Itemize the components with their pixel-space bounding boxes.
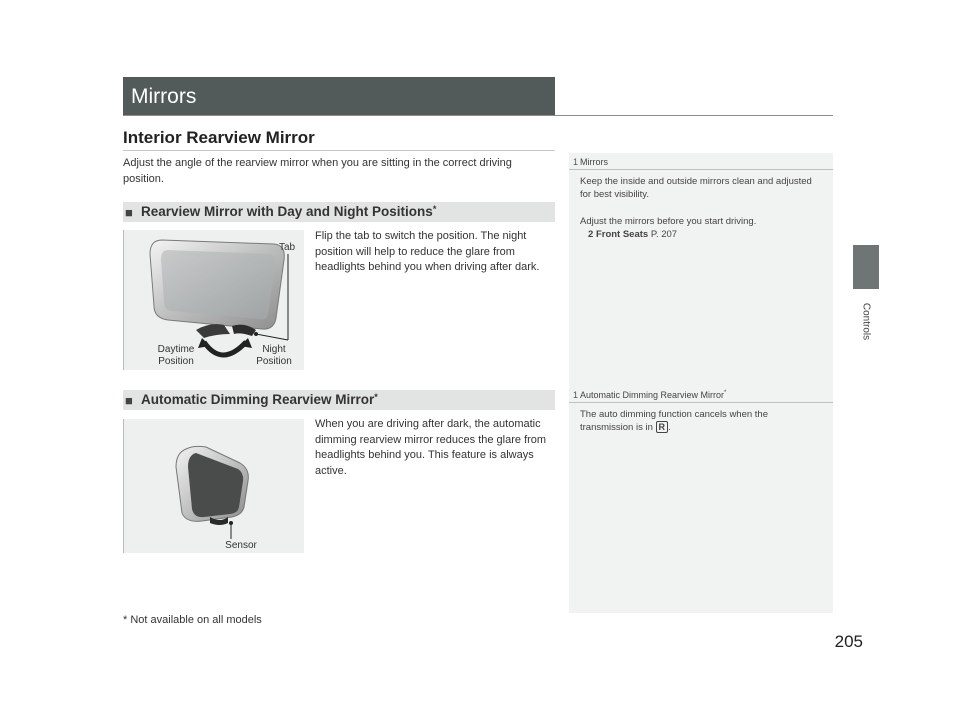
reverse-gear-key-icon: R <box>656 421 669 433</box>
note-header-auto-dimming <box>569 388 833 403</box>
chapter-title: Mirrors <box>131 85 197 108</box>
note-title: Automatic Dimming Rearview Mirror <box>580 390 725 400</box>
square-bullet-icon: ■ <box>125 205 133 220</box>
subsection-header-auto-dimming <box>123 390 555 410</box>
page-number: 205 <box>834 632 863 651</box>
intro-paragraph: Adjust the angle of the rearview mirror when you are sitting in the correct driving position. <box>123 157 512 185</box>
chapter-title-bar <box>123 77 555 115</box>
side-section-label: Controls <box>860 302 872 341</box>
footnote-star: * <box>374 392 378 402</box>
note-number-icon: 1 <box>573 157 579 167</box>
footnote-star: * <box>432 204 437 214</box>
reference-label[interactable]: Front Seats <box>595 229 649 240</box>
note-mirrors-text-1: Keep the inside and outside mirrors clean and adjusted for best visibility. <box>580 176 812 200</box>
day-night-mirror-figure <box>123 230 304 370</box>
square-bullet-icon: ■ <box>125 393 133 408</box>
cross-reference-link[interactable] <box>588 228 828 241</box>
subsection-header-day-night <box>123 202 555 222</box>
heading-rule <box>123 150 555 151</box>
section-heading: Interior Rearview Mirror <box>123 128 315 147</box>
day-night-description: Flip the tab to switch the position. The night position will help to reduce the glare from headlights behind you when driving after dark. <box>315 230 540 273</box>
title-rule <box>123 115 833 116</box>
reference-page: P. 207 <box>650 229 678 240</box>
day-tab-shape <box>196 324 230 338</box>
note-number-icon: 1 <box>573 390 579 400</box>
footnote-star: * <box>724 390 727 396</box>
sensor-label: Sensor <box>225 540 257 551</box>
reference-arrow-icon: 2 <box>588 229 594 240</box>
side-tab-marker <box>853 245 879 289</box>
auto-dimming-mirror-illustration <box>124 419 304 553</box>
subsection-title: Automatic Dimming Rearview Mirror <box>141 392 375 407</box>
note-mirrors-text-2: Adjust the mirrors before you start driving. <box>580 216 757 227</box>
daytime-position-label: Daytime Position <box>157 344 195 367</box>
night-position-label: Night Position <box>256 344 292 367</box>
subsection-title: Rearview Mirror with Day and Night Positions <box>141 204 433 219</box>
auto-dimming-description: When you are driving after dark, the automatic dimming rearview mirror reduces the glare from headlights behind you. This feature is always active. <box>315 418 547 477</box>
auto-dimming-mirror-figure <box>123 419 304 553</box>
tab-label: Tab <box>278 242 296 253</box>
note-auto-dimming-text: The auto dimming function cancels when the transmission is in R . <box>580 409 768 433</box>
note-header-mirrors <box>569 155 833 170</box>
footnote: * Not available on all models <box>123 614 262 626</box>
note-title: Mirrors <box>580 157 608 167</box>
